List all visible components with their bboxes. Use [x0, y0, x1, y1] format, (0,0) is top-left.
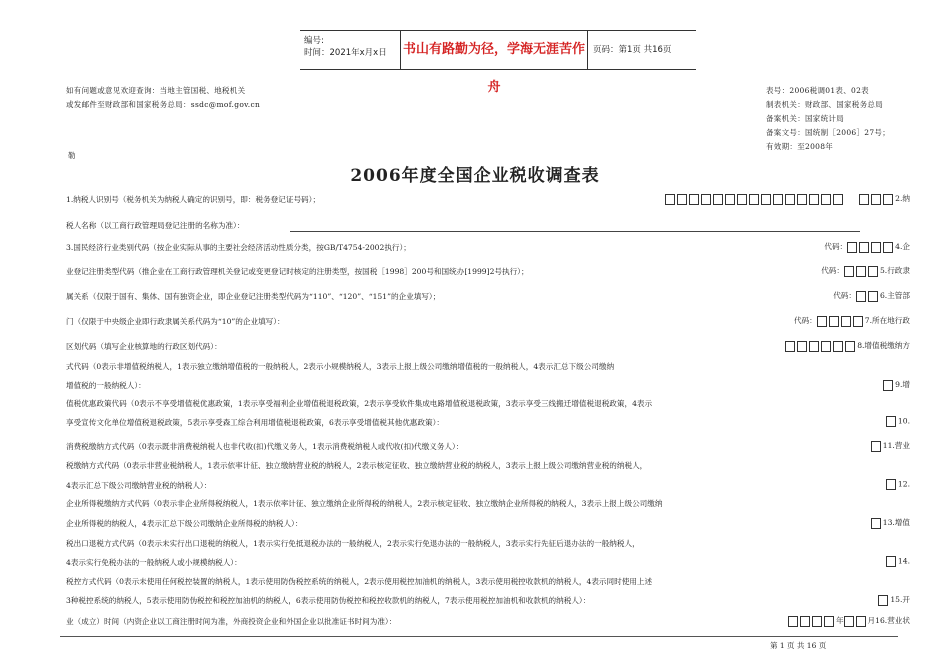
form-row-right [788, 615, 910, 627]
form-row-text: 享受宣传文化单位增值税退税政策，5表示享受森工综合利用增值税退税政策，6表示享受增值税其他优惠政策）： [66, 418, 444, 427]
code-box[interactable] [868, 266, 878, 277]
note-left-2: 或发邮件至财政部和国家税务总局：ssdc@mof.gov.cn [66, 100, 261, 109]
code-box[interactable] [785, 341, 795, 352]
code-box[interactable] [871, 194, 881, 205]
code-box[interactable] [883, 242, 893, 253]
code-box[interactable] [817, 316, 827, 327]
form-row-right [665, 193, 910, 205]
month-box[interactable] [856, 616, 866, 627]
name-underline [290, 231, 860, 232]
form-row-text: 4表示汇总下级公司缴纳营业税的纳税人）： [66, 481, 212, 490]
note-right-3: 备案机关：国家统计局 [766, 114, 844, 123]
next-item-text: 12. [897, 479, 910, 489]
note-right-2: 制表机关：财政部、国家税务总局 [766, 100, 883, 109]
month-box[interactable] [844, 616, 854, 627]
form-row-text: 业登记注册类型代码（推企业在工商行政管理机关登记或变更登记时核定的注册类型，按国税［1998］200号和国统办[1999]2号执行）； [66, 267, 529, 276]
code-box[interactable] [847, 242, 857, 253]
code-box[interactable] [809, 194, 819, 205]
form-row-text: 消费税缴纳方式代码（0表示既非消费税纳税人也非代收(扣)代缴义务人，1表示消费税纳税人或代收(扣)代缴义务人）： [66, 442, 464, 451]
next-item-text: 8.增值税缴纳方 [857, 341, 910, 350]
next-item-text: 16.营业状 [875, 616, 910, 625]
code-box[interactable] [841, 316, 851, 327]
month-unit: 月 [867, 616, 876, 625]
form-row-right [871, 440, 910, 452]
form-row-text: 增值税的一般纳税人）： [66, 381, 146, 390]
form-row-right [785, 340, 910, 352]
form-row-text: 税缴纳方式代码（0表示非营业税纳税人，1表示依率计征、独立缴纳营业税的纳税人，2表示核定征收、独立缴纳营业税的纳税人，3表示上报上级公司缴纳营业税的纳税人， [66, 461, 648, 470]
code-box[interactable] [871, 242, 881, 253]
code-label: 代码： [794, 316, 817, 325]
form-row-right [821, 265, 910, 277]
code-box[interactable] [701, 194, 711, 205]
form-row-right [833, 290, 910, 302]
form-row-right [871, 517, 910, 529]
code-box[interactable] [665, 194, 675, 205]
page-label: 页码：第1页 共16页 [593, 45, 672, 55]
page-footer: 第 1 页 共 16 页 [770, 641, 827, 650]
year-box[interactable] [824, 616, 834, 627]
code-box[interactable] [859, 194, 869, 205]
next-item-text: 7.所在地行政 [864, 316, 910, 325]
note-left-1: 如有问题或意见欢迎查询：当地主管国税、地税机关 [66, 86, 246, 95]
code-box[interactable] [737, 194, 747, 205]
form-row-text: 税出口退税方式代码（0表示未实行出口退税的纳税人，1表示实行免抵退税办法的一般纳税人，2表示实行免退办法的一般纳税人，3表示实行先征后退办法的一般纳税人， [66, 539, 640, 548]
form-row-text: 式代码（0表示非增值税纳税人，1表示独立缴纳增值税的一般纳税人，2表示小规模纳税人，3表示上报上级公司缴纳增值税的一般纳税人，4表示汇总下级公司缴纳 [66, 362, 615, 371]
form-row-text: 业（成立）时间（内资企业以工商注册时间为准，外商投资企业和外国企业以批准证书时间为准）： [66, 617, 397, 626]
next-item-text: 15.开 [890, 595, 910, 604]
next-item-text: 2.纳 [895, 194, 910, 203]
motto-text: 书山有路勤为径，学海无涯苦作舟 [400, 31, 588, 69]
code-box[interactable] [859, 242, 869, 253]
form-row-text: 税人名称（以工商行政管理局登记注册的名称为准）： [66, 221, 245, 230]
number-label: 编号: [304, 36, 324, 46]
code-box[interactable] [797, 341, 807, 352]
note-right-4: 备案文号：国统制［2006］27号； [766, 128, 891, 137]
code-box[interactable] [886, 479, 896, 490]
form-row-text: 税控方式代码（0表示未使用任何税控装置的纳税人，1表示使用防伪税控系统的纳税人，2表示使用税控加油机的纳税人，3表示使用税控收款机的纳税人，4表示同时使用上述 [66, 577, 653, 586]
form-row-right [886, 416, 910, 427]
code-box[interactable] [833, 341, 843, 352]
code-box[interactable] [871, 441, 881, 452]
code-box[interactable] [883, 194, 893, 205]
code-box[interactable] [677, 194, 687, 205]
code-box[interactable] [871, 518, 881, 529]
next-item-text: 11.营业 [882, 441, 910, 450]
next-item-text: 13.增值 [882, 518, 910, 527]
form-row-right [824, 241, 910, 253]
code-box[interactable] [821, 341, 831, 352]
code-box[interactable] [821, 194, 831, 205]
code-box[interactable] [856, 291, 866, 302]
code-box[interactable] [883, 380, 893, 391]
code-box[interactable] [878, 595, 888, 606]
corner-mark: 勒 [68, 151, 76, 160]
code-box[interactable] [749, 194, 759, 205]
form-row-right [886, 556, 910, 567]
code-box[interactable] [809, 341, 819, 352]
code-box[interactable] [886, 416, 896, 427]
code-label: 代码： [824, 242, 848, 251]
year-box[interactable] [800, 616, 810, 627]
next-item-text: 5.行政隶 [879, 266, 910, 275]
code-box[interactable] [689, 194, 699, 205]
note-right-1: 表号：2006税调01表、02表 [766, 86, 869, 95]
code-box[interactable] [868, 291, 878, 302]
form-row-text: 区划代码（填写企业核算地的行政区划代码）： [66, 342, 222, 351]
code-box[interactable] [773, 194, 783, 205]
form-row-right [794, 315, 910, 327]
form-row-text: 值税优惠政策代码（0表示不享受增值税优惠政策，1表示享受福利企业增值税退税政策，2表示享受软件集成电路增值税退税政策，3表示享受三线搬迁增值税退税政策，4表示 [66, 399, 653, 408]
code-box[interactable] [845, 341, 855, 352]
next-item-text: 14. [897, 556, 910, 566]
time-label: 时间：2021年x月x日 [304, 48, 387, 58]
code-box[interactable] [833, 194, 843, 205]
form-row-text: 门（仅限于中央级企业即行政隶属关系代码为“10”的企业填写）： [66, 317, 285, 326]
form-row-text: 企业所得税的纳税人，4表示汇总下级公司缴纳企业所得税的纳税人）： [66, 519, 303, 528]
header-left-cell [300, 31, 400, 69]
code-box[interactable] [844, 266, 854, 277]
form-row-right [878, 594, 910, 606]
code-box[interactable] [886, 556, 896, 567]
code-box[interactable] [761, 194, 771, 205]
next-item-text: 9.增 [895, 380, 910, 389]
next-item-text: 4.企 [895, 242, 910, 251]
year-box[interactable] [788, 616, 798, 627]
form-row-text: 1.纳税人识别号（税务机关为纳税人确定的识别号，即：税务登记证号码）； [66, 195, 321, 204]
code-box[interactable] [853, 316, 863, 327]
form-row-text: 4表示实行免税办法的一般纳税人或小规模纳税人）： [66, 558, 242, 567]
code-box[interactable] [785, 194, 795, 205]
year-box[interactable] [812, 616, 822, 627]
footer-divider [60, 636, 898, 637]
code-box[interactable] [725, 194, 735, 205]
next-item-text: 6.主管部 [879, 291, 910, 300]
form-row-text: 3.国民经济行业类别代码（按企业实际从事的主要社会经济活动性质分类，按GB/T4754-2002执行）； [66, 243, 411, 252]
form-row-text: 属关系（仅限于国有、集体、国有独资企业，即企业登记注册类型代码为“110”、“120”、“151”的企业填写）； [66, 292, 441, 301]
form-row-right [883, 379, 910, 391]
code-box[interactable] [797, 194, 807, 205]
code-box[interactable] [856, 266, 866, 277]
header-table [300, 30, 696, 95]
code-box[interactable] [829, 316, 839, 327]
form-row-text: 3种税控系统的纳税人，5表示使用防伪税控和税控加油机的纳税人，6表示使用防伪税控和税控收款机的纳税人，7表示使用税控加油机和收款机的纳税人）： [66, 596, 591, 605]
code-box[interactable] [713, 194, 723, 205]
code-label: 代码： [833, 291, 856, 300]
year-unit: 年 [835, 616, 844, 625]
page-title: 2006年度全国企业税收调查表 [350, 166, 600, 186]
note-right-5: 有效期：至2008年 [766, 142, 834, 151]
next-item-text: 10. [897, 416, 910, 426]
form-row-text: 企业所得税缴纳方式代码（0表示非企业所得税纳税人，1表示依率计征、独立缴纳企业所得税的纳税人，2表示核定征收、独立缴纳企业所得税的纳税人，3表示上报上级公司缴纳 [66, 499, 663, 508]
code-label: 代码： [821, 266, 844, 275]
form-row-right [886, 479, 910, 490]
